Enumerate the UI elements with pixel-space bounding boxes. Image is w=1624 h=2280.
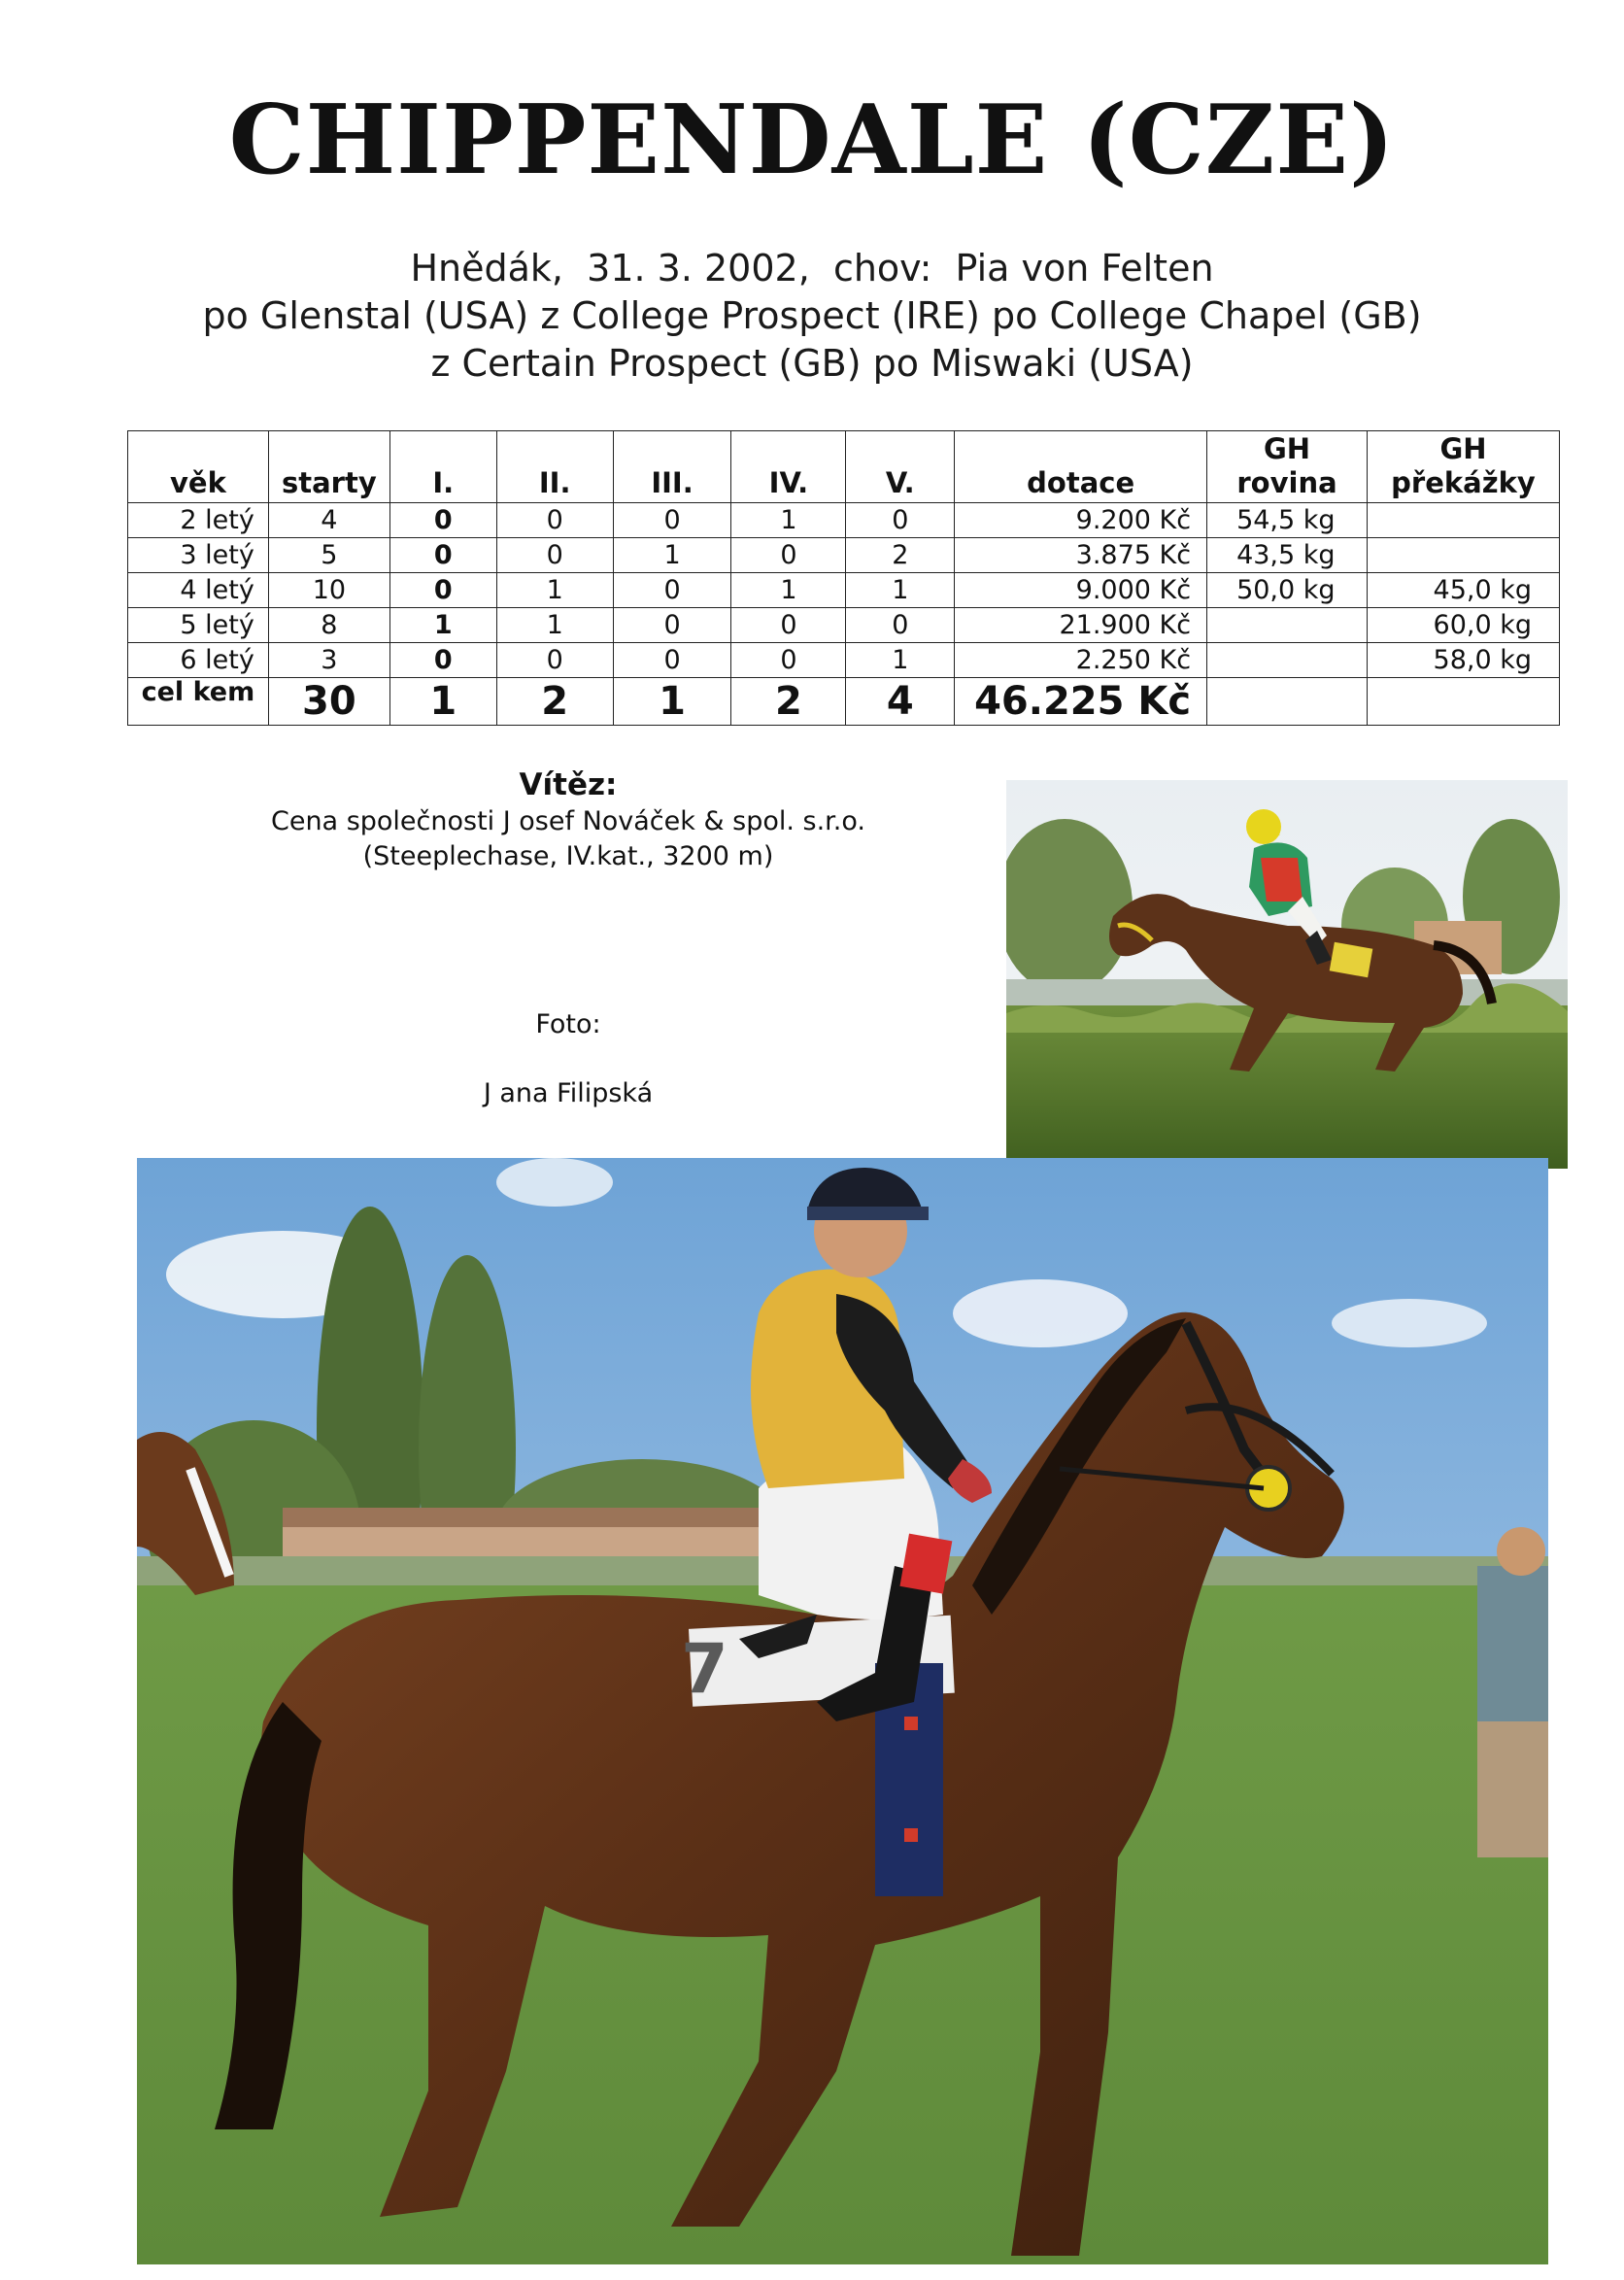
cell-first: 0 bbox=[389, 573, 496, 608]
table-total-row bbox=[128, 678, 1560, 726]
header-starts: starty bbox=[268, 431, 389, 503]
total-gh-jump bbox=[1367, 678, 1559, 726]
cell-first: 1 bbox=[389, 608, 496, 643]
cell-second: 1 bbox=[496, 608, 613, 643]
cell-gh-jump: 60,0 kg bbox=[1367, 608, 1559, 643]
pedigree-line-3: z Certain Prospect (GB) po Miswaki (USA) bbox=[430, 342, 1194, 385]
cell-fifth: 1 bbox=[846, 643, 955, 678]
header-first: I. bbox=[389, 431, 496, 503]
page-title: CHIPPENDALE (CZE) bbox=[228, 85, 1396, 196]
table-row bbox=[128, 538, 1560, 573]
total-gh-flat bbox=[1207, 678, 1368, 726]
cell-starts: 10 bbox=[268, 573, 389, 608]
cell-fifth: 0 bbox=[846, 608, 955, 643]
cell-first: 0 bbox=[389, 643, 496, 678]
cell-gh-flat: 54,5 kg bbox=[1207, 503, 1368, 538]
winner-race-details: (Steeplechase, IV.kat., 3200 m) bbox=[362, 841, 774, 871]
cell-fourth: 1 bbox=[731, 503, 846, 538]
saddle-number: 7 bbox=[681, 1629, 728, 1709]
photo-credit-name: J ana Filipská bbox=[483, 1078, 654, 1108]
header-money: dotace bbox=[955, 431, 1207, 503]
photo-credit-label: Foto: bbox=[535, 1009, 601, 1039]
cell-second: 0 bbox=[496, 643, 613, 678]
table-row bbox=[128, 503, 1560, 538]
cell-first: 0 bbox=[389, 538, 496, 573]
cell-third: 0 bbox=[613, 503, 731, 538]
cell-gh-jump bbox=[1367, 503, 1559, 538]
total-starts: 30 bbox=[268, 678, 389, 726]
cell-second: 0 bbox=[496, 503, 613, 538]
cell-third: 0 bbox=[613, 573, 731, 608]
cell-money: 2.250 Kč bbox=[955, 643, 1207, 678]
table-row bbox=[128, 573, 1560, 608]
header-gh-jump-line2: překážky bbox=[1391, 466, 1536, 499]
cell-money: 9.200 Kč bbox=[955, 503, 1207, 538]
cell-gh-jump: 58,0 kg bbox=[1367, 643, 1559, 678]
cell-starts: 8 bbox=[268, 608, 389, 643]
cell-fourth: 0 bbox=[731, 643, 846, 678]
header-gh-jump-line1: GH bbox=[1439, 432, 1487, 465]
table-header-row bbox=[128, 431, 1560, 503]
header-gh-flat bbox=[1207, 431, 1368, 503]
cell-age: 6 letý bbox=[128, 643, 269, 678]
cell-age: 3 letý bbox=[128, 538, 269, 573]
header-gh-flat-line2: rovina bbox=[1236, 466, 1337, 499]
cell-money: 3.875 Kč bbox=[955, 538, 1207, 573]
header-age: věk bbox=[128, 431, 269, 503]
header-fourth: IV. bbox=[731, 431, 846, 503]
cell-starts: 4 bbox=[268, 503, 389, 538]
cell-second: 1 bbox=[496, 573, 613, 608]
cell-gh-jump bbox=[1367, 538, 1559, 573]
header-gh-jump bbox=[1367, 431, 1559, 503]
cell-fourth: 0 bbox=[731, 608, 846, 643]
cell-third: 1 bbox=[613, 538, 731, 573]
cell-gh-flat: 43,5 kg bbox=[1207, 538, 1368, 573]
cell-fourth: 0 bbox=[731, 538, 846, 573]
cell-gh-jump: 45,0 kg bbox=[1367, 573, 1559, 608]
cell-third: 0 bbox=[613, 608, 731, 643]
header-second: II. bbox=[496, 431, 613, 503]
total-fifth: 4 bbox=[846, 678, 955, 726]
winner-race: Cena společnosti J osef Nováček & spol. s.r.o. bbox=[270, 806, 865, 836]
table-row bbox=[128, 643, 1560, 678]
header-third: III. bbox=[613, 431, 731, 503]
cell-fifth: 2 bbox=[846, 538, 955, 573]
total-label: cel kem bbox=[128, 678, 269, 726]
total-third: 1 bbox=[613, 678, 731, 726]
cell-fifth: 1 bbox=[846, 573, 955, 608]
cell-age: 2 letý bbox=[128, 503, 269, 538]
total-money: 46.225 Kč bbox=[955, 678, 1207, 726]
header-gh-flat-line1: GH bbox=[1263, 432, 1311, 465]
pedigree-info bbox=[0, 245, 1624, 388]
table-row bbox=[128, 608, 1560, 643]
cell-age: 4 letý bbox=[128, 573, 269, 608]
jumping-photo bbox=[1006, 780, 1568, 1169]
main-photo bbox=[137, 1158, 1548, 2264]
cell-money: 9.000 Kč bbox=[955, 573, 1207, 608]
winner-info bbox=[194, 766, 942, 874]
cell-age: 5 letý bbox=[128, 608, 269, 643]
header-fifth: V. bbox=[846, 431, 955, 503]
main-photo-image bbox=[137, 1158, 1548, 2264]
jumping-photo-image bbox=[1006, 780, 1568, 1169]
cell-third: 0 bbox=[613, 643, 731, 678]
race-statistics-table bbox=[127, 430, 1560, 726]
cell-gh-flat bbox=[1207, 608, 1368, 643]
cell-starts: 5 bbox=[268, 538, 389, 573]
cell-gh-flat bbox=[1207, 643, 1368, 678]
total-fourth: 2 bbox=[731, 678, 846, 726]
cell-fifth: 0 bbox=[846, 503, 955, 538]
cell-starts: 3 bbox=[268, 643, 389, 678]
cell-money: 21.900 Kč bbox=[955, 608, 1207, 643]
pedigree-line-2: po Glenstal (USA) z College Prospect (IRE) po College Chapel (GB) bbox=[202, 294, 1422, 337]
winner-heading: Vítěz: bbox=[519, 767, 618, 802]
cell-fourth: 1 bbox=[731, 573, 846, 608]
cell-second: 0 bbox=[496, 538, 613, 573]
total-first: 1 bbox=[389, 678, 496, 726]
cell-gh-flat: 50,0 kg bbox=[1207, 573, 1368, 608]
cell-first: 0 bbox=[389, 503, 496, 538]
pedigree-line-1: Hnědák, 31. 3. 2002, chov: Pia von Felten bbox=[410, 247, 1214, 289]
total-second: 2 bbox=[496, 678, 613, 726]
